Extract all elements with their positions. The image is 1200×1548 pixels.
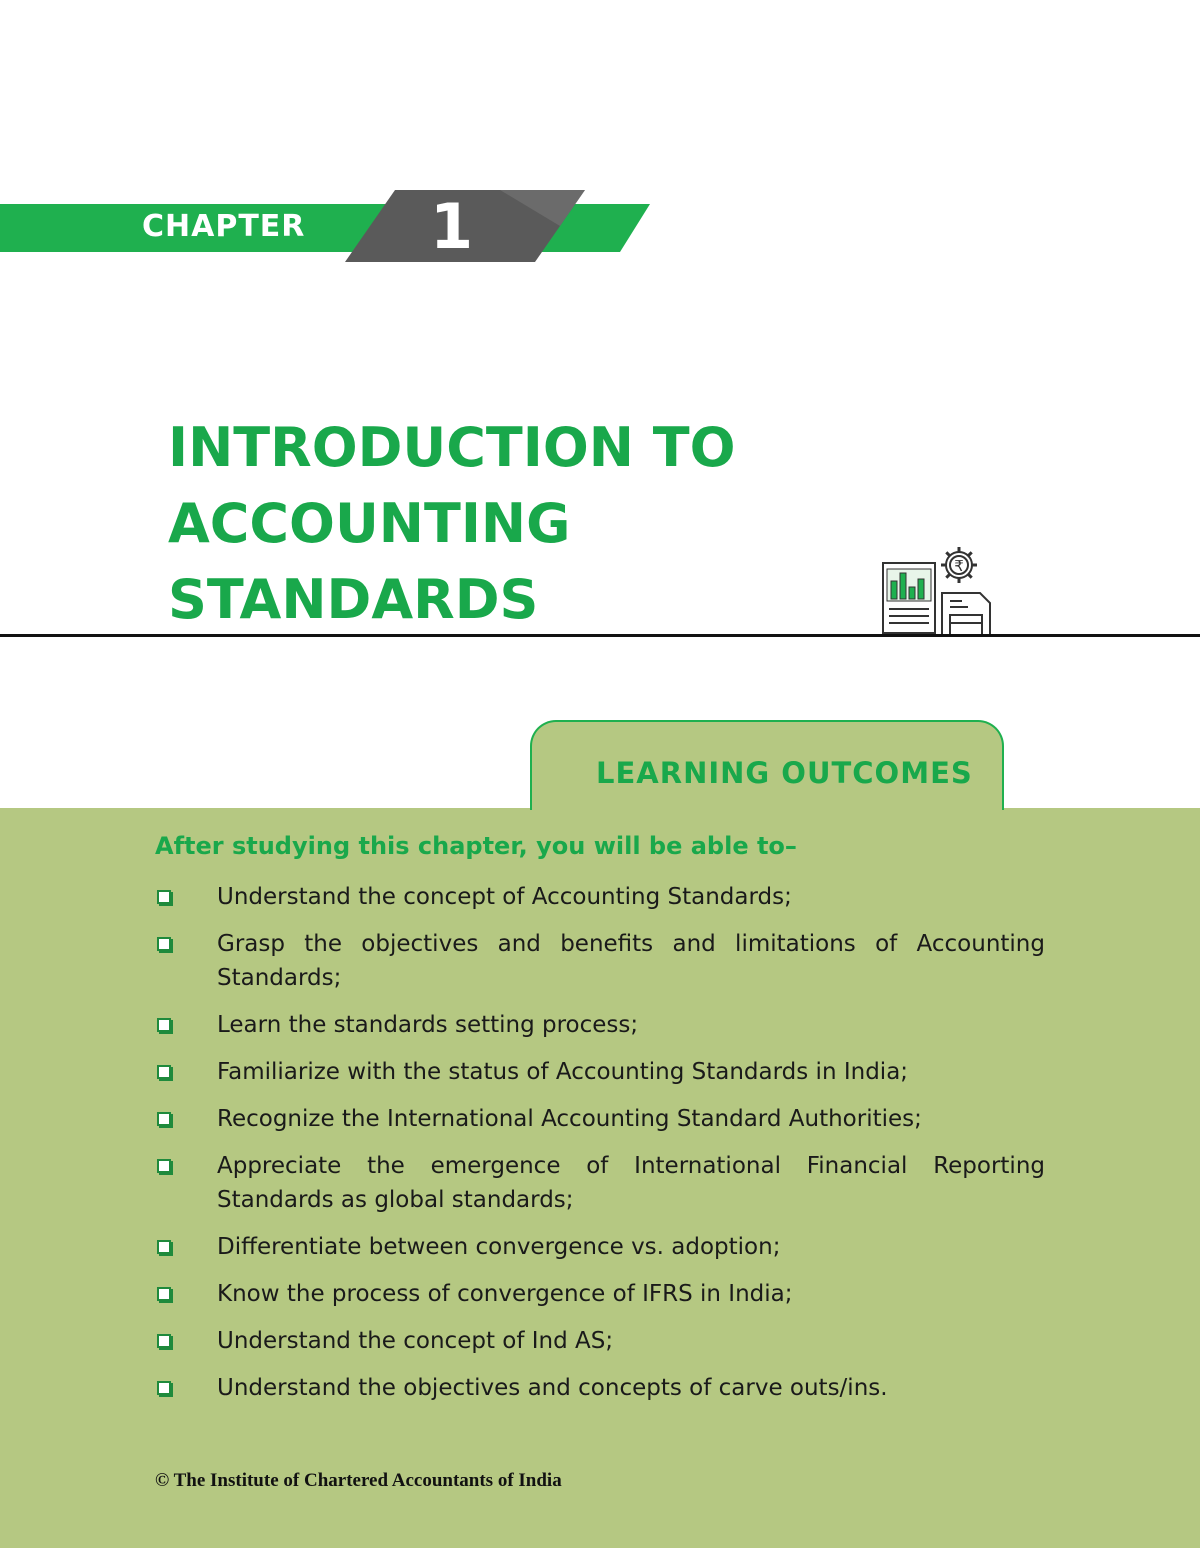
list-item-text: Grasp the objectives and benefits and limitations of Accounting Standards;	[217, 931, 1045, 991]
list-item-text: Understand the concept of Ind AS;	[217, 1328, 614, 1354]
page-title	[168, 410, 735, 638]
checkbox-bullet-icon	[157, 1381, 171, 1395]
list-item-text: Familiarize with the status of Accounting Standards in India;	[217, 1059, 909, 1085]
checkbox-bullet-icon	[157, 1065, 171, 1079]
list-item	[155, 1149, 1045, 1217]
list-item	[155, 1102, 1045, 1136]
report-rupee-gear-icon	[878, 543, 994, 642]
title-divider	[0, 634, 1200, 637]
list-item	[155, 927, 1045, 995]
list-item	[155, 1055, 1045, 1089]
chapter-number: 1	[430, 190, 474, 263]
learning-outcomes-list	[155, 880, 1045, 1418]
list-item	[155, 1230, 1045, 1264]
chapter-label: CHAPTER	[142, 209, 306, 244]
checkbox-bullet-icon	[157, 1112, 171, 1126]
checkbox-bullet-icon	[157, 1287, 171, 1301]
list-item	[155, 880, 1045, 914]
list-item	[155, 1324, 1045, 1358]
learning-outcomes-intro: After studying this chapter, you will be able to–	[155, 832, 797, 860]
list-item-text: Recognize the International Accounting Standard Authorities;	[217, 1106, 922, 1132]
checkbox-bullet-icon	[157, 1159, 171, 1173]
checkbox-bullet-icon	[157, 890, 171, 904]
checkbox-bullet-icon	[157, 1018, 171, 1032]
list-item-text: Understand the objectives and concepts of carve outs/ins.	[217, 1375, 888, 1401]
learning-outcomes-heading: LEARNING OUTCOMES	[596, 756, 973, 790]
list-item	[155, 1371, 1045, 1405]
svg-text:₹: ₹	[954, 557, 964, 575]
title-line-3: STANDARDS	[168, 568, 539, 631]
list-item-text: Learn the standards setting process;	[217, 1012, 639, 1038]
list-item	[155, 1008, 1045, 1042]
list-item-text: Differentiate between convergence vs. adoption;	[217, 1234, 781, 1260]
title-line-2: ACCOUNTING	[168, 492, 571, 555]
list-item-text: Know the process of convergence of IFRS in India;	[217, 1281, 793, 1307]
chapter-banner	[0, 190, 660, 262]
list-item-text: Appreciate the emergence of International Financial Reporting Standards as global standards;	[217, 1153, 1045, 1213]
chapter-banner-graphic	[0, 190, 660, 262]
checkbox-bullet-icon	[157, 1240, 171, 1254]
title-line-1: INTRODUCTION TO	[168, 416, 736, 479]
copyright-footer: © The Institute of Chartered Accountants of India	[155, 1470, 562, 1491]
list-item	[155, 1277, 1045, 1311]
list-item-text: Understand the concept of Accounting Standards;	[217, 884, 792, 910]
checkbox-bullet-icon	[157, 1334, 171, 1348]
checkbox-bullet-icon	[157, 937, 171, 951]
